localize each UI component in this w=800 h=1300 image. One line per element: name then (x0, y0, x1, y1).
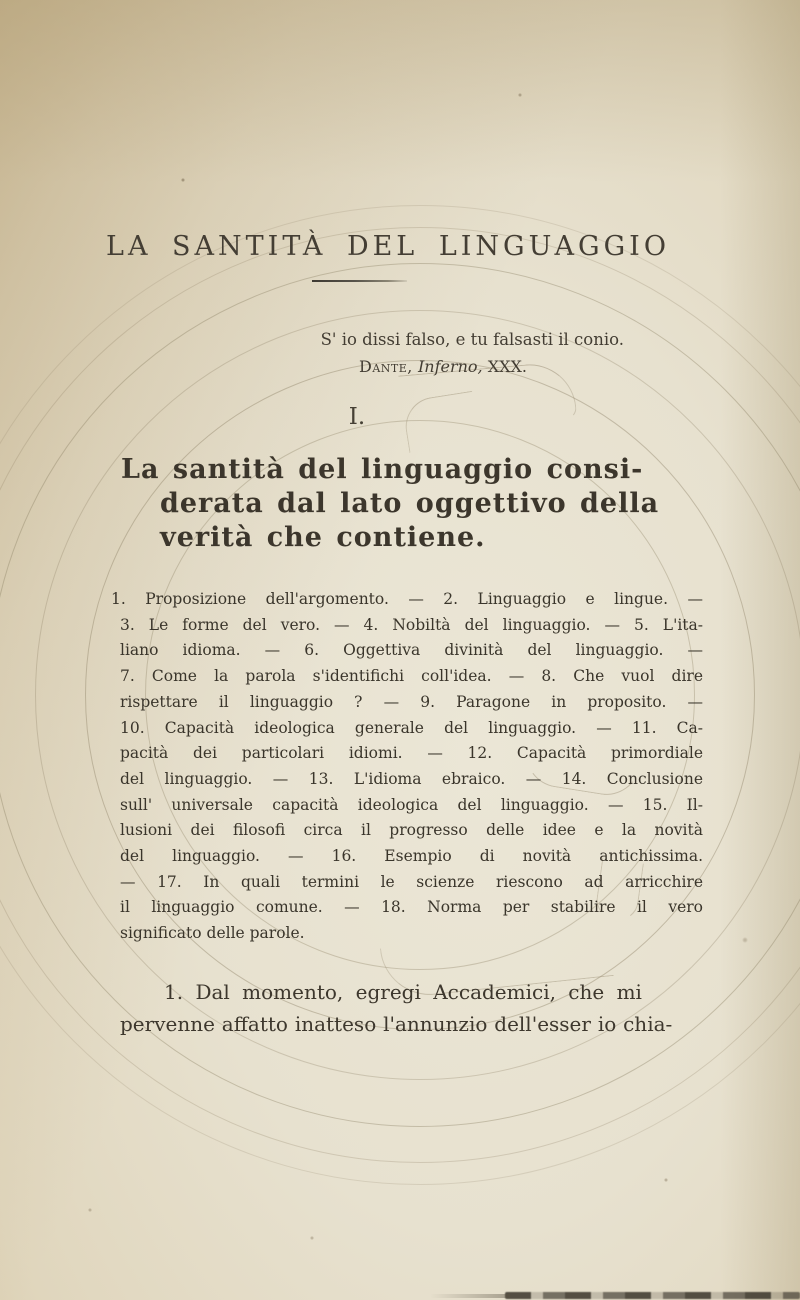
title-divider-rule (312, 280, 407, 282)
summary-line: rispettare il linguaggio ? — 9. Paragone in proposito. — (120, 692, 703, 711)
epigraph-quote: S' io dissi falso, e tu falsasti il conio. (320, 330, 624, 349)
summary-line: 1. Proposizione dell'argomento. — 2. Linguaggio e lingue. — (111, 590, 703, 608)
summary-line: il linguaggio comune. — 18. Norma per stabilire il vero (120, 898, 703, 917)
argument-summary (111, 587, 703, 947)
summary-line: significato delle parole. (120, 924, 305, 943)
epigraph-attribution (359, 357, 527, 376)
page-title: LA SANTITÀ DEL LINGUAGGIO (106, 231, 670, 262)
epigraph-canto: XXX. (487, 357, 527, 376)
body-line: 1. Dal momento, egregi Accademici, che mi (164, 980, 642, 1004)
summary-line: lusioni dei filosofi circa il progresso delle idee e la novità (120, 821, 703, 840)
scan-edge-artifact (505, 1292, 800, 1299)
summary-line: 10. Capacità ideologica generale del linguaggio. — 11. Ca- (120, 718, 703, 737)
chapter-heading-line: La santità del linguaggio consi- (121, 454, 644, 485)
section-number: I. (348, 404, 366, 430)
scan-edge-artifact (430, 1294, 510, 1298)
epigraph-work: Inferno, (417, 357, 483, 376)
summary-line: del linguaggio. — 16. Esempio di novità antichissima. (120, 847, 703, 866)
chapter-heading-line: derata dal lato oggettivo della (160, 488, 660, 519)
body-line: pervenne affatto inatteso l'annunzio dell'esser io chia- (120, 1012, 673, 1036)
summary-line: del linguaggio. — 13. L'idioma ebraico. — 14. Conclusione (120, 769, 703, 788)
summary-line: 7. Come la parola s'identifichi coll'idea. — 8. Che vuol dire (120, 667, 703, 686)
summary-line: — 17. In quali termini le scienze riescono ad arricchire (120, 872, 703, 891)
body-paragraph (120, 976, 720, 1040)
epigraph-author: Dante, (359, 357, 413, 376)
summary-line: liano idioma. — 6. Oggettiva divinità del linguaggio. — (120, 641, 703, 660)
chapter-heading (0, 453, 800, 555)
summary-line: 3. Le forme del vero. — 4. Nobiltà del linguaggio. — 5. L'ita- (120, 615, 703, 634)
chapter-heading-line: verità che contiene. (160, 522, 486, 553)
summary-line: sull' universale capacità ideologica del linguaggio. — 15. Il- (120, 795, 703, 814)
summary-line: pacità dei particolari idiomi. — 12. Capacità primordiale (120, 744, 703, 763)
